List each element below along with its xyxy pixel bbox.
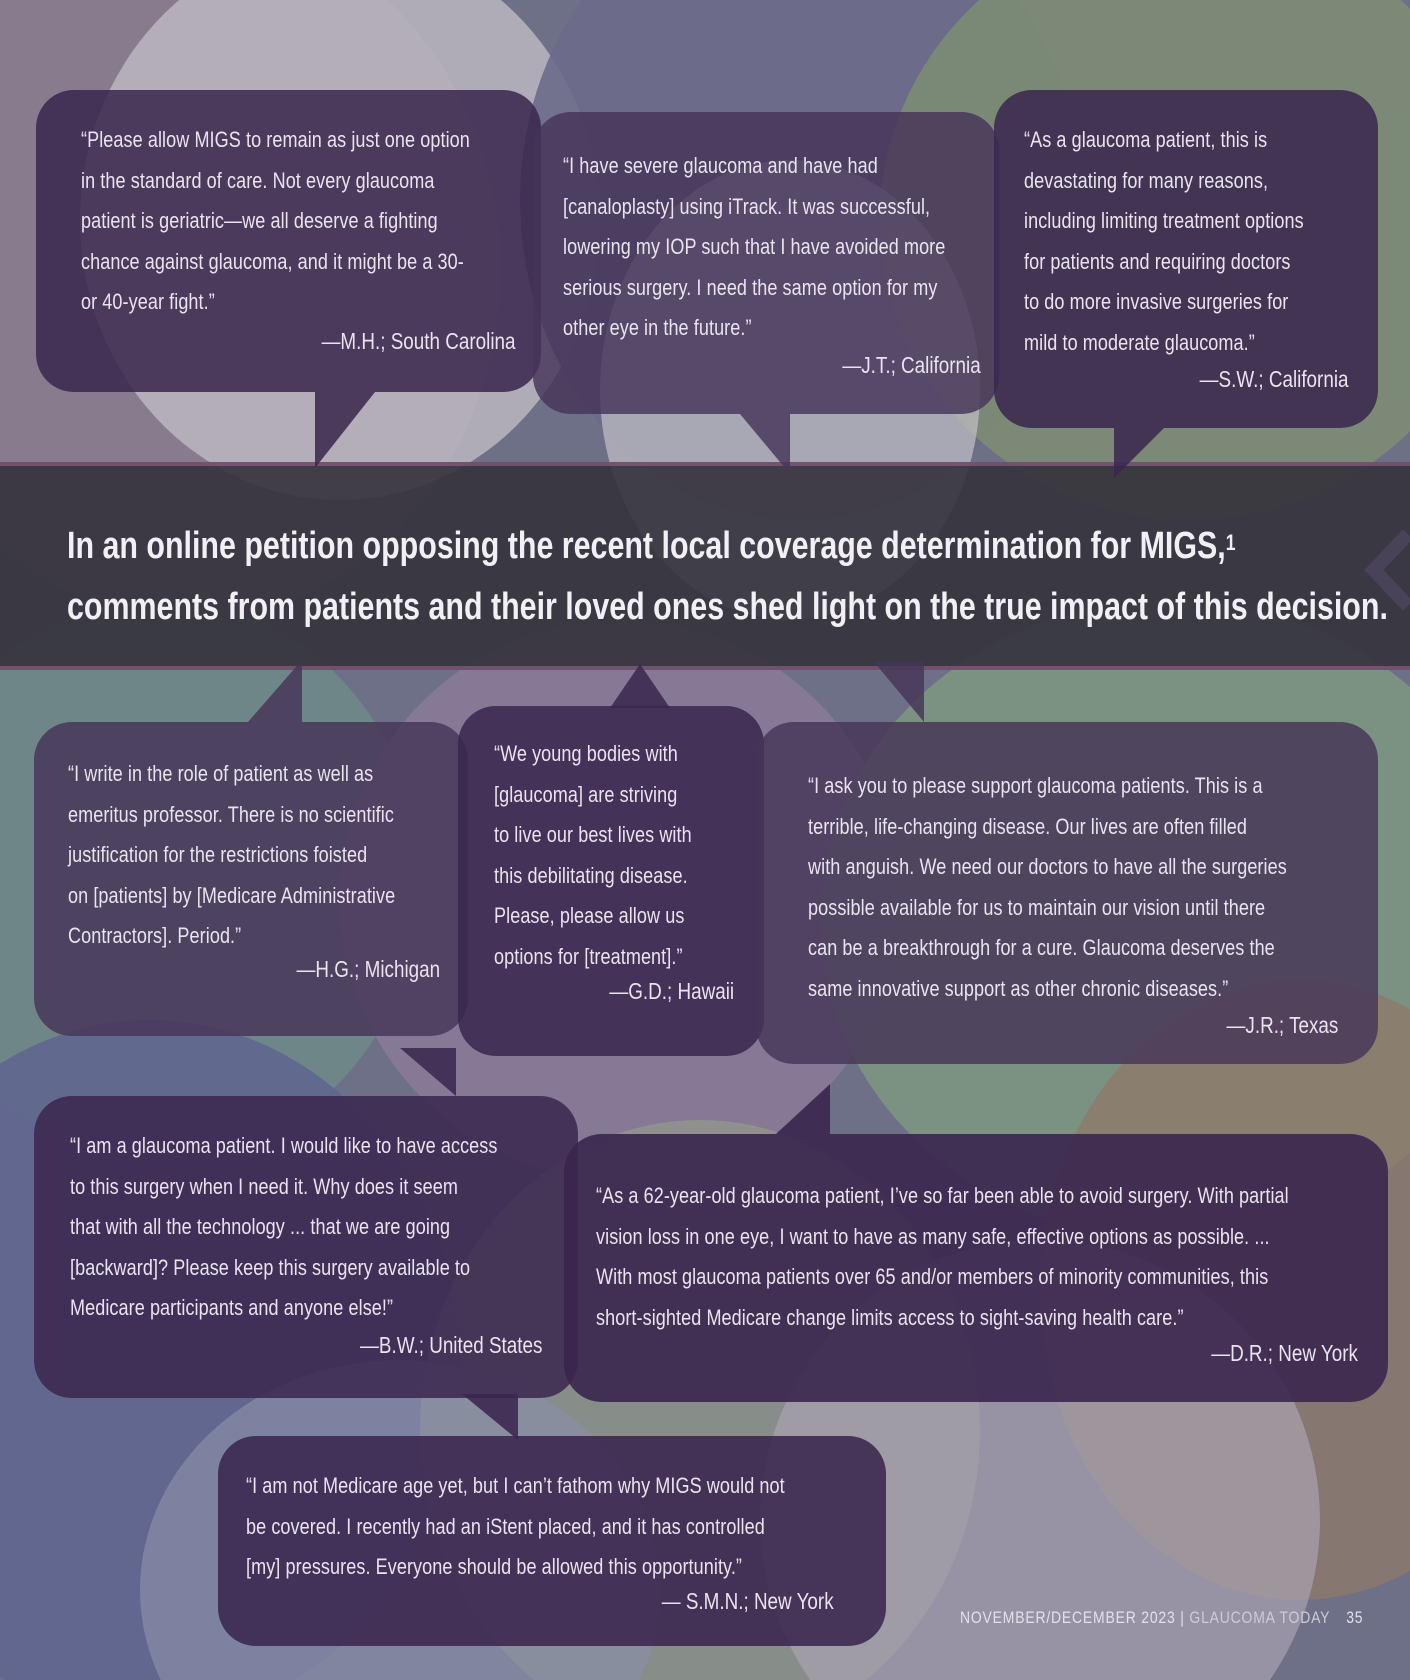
testimonial-bubble	[994, 90, 1378, 428]
testimonial-quote: “I ask you to please support glaucoma patients. This is a terrible, life-changing disease. Our lives are often filled with anguish. We need our doctors to have all the surgeries possible available for us to maintain our vision until there can be a breakthrough for a cure. Glaucoma deserves the same innovative support as other chronic diseases.”	[808, 773, 1287, 1001]
testimonial-quote: “I have severe glaucoma and have had [canaloplasty] using iTrack. It was successful, lowering my IOP such that I have avoided more serious surgery. I need the same option for my other eye in the future.”	[563, 153, 946, 340]
testimonial-bubble	[533, 112, 999, 414]
speech-tail	[462, 1394, 518, 1440]
page-footer	[960, 1608, 1363, 1628]
speech-tail	[874, 662, 924, 722]
testimonial-attribution: —S.W.; California	[1199, 366, 1348, 392]
page-number: 35	[1346, 1608, 1364, 1627]
testimonial-bubble	[458, 706, 764, 1056]
testimonial-quote: “As a 62-year-old glaucoma patient, I’ve so far been able to avoid surgery. With partial vision loss in one eye, I want to have as many safe, effective options as possible. ... With most glaucoma patients over 65 and/or members of minority communities, this short-sighted Medicare change limits access to sight-saving health care.”	[596, 1183, 1289, 1330]
testimonial-attribution: —M.H.; South Carolina	[321, 328, 515, 354]
testimonial-quote: “I am a glaucoma patient. I would like to have access to this surgery when I need it. Why does it seem that with all the technology ... that we are going [backward]? Please keep this surgery available to Medicare participants and anyone else!”	[70, 1133, 498, 1320]
testimonial-bubble	[218, 1436, 886, 1646]
issue-date: NOVEMBER/DECEMBER 2023	[960, 1608, 1176, 1627]
testimonial-bubble	[36, 90, 541, 392]
testimonial-quote: “I am not Medicare age yet, but I can’t fathom why MIGS would not be covered. I recently had an iStent placed, and it has controlled [my] pressures. Everyone should be allowed this opportunity.”	[246, 1473, 785, 1579]
testimonial-quote: “As a glaucoma patient, this is devastating for many reasons, including limiting treatment options for patients and requiring doctors to do more invasive surgeries for mild to moderate glaucoma.”	[1024, 127, 1304, 355]
publication-name: GLAUCOMA TODAY	[1189, 1608, 1331, 1627]
footer-separator: |	[1180, 1608, 1185, 1627]
chevron-left-icon	[1364, 530, 1410, 610]
testimonial-attribution: — S.M.N.; New York	[662, 1588, 834, 1614]
testimonial-attribution: —B.W.; United States	[359, 1332, 542, 1358]
testimonial-quote: “I write in the role of patient as well as emeritus professor. There is no scientific justification for the restrictions foisted on [patients] by [Medicare Administrative Contractors]. Period.”	[68, 761, 396, 948]
headline-text: In an online petition opposing the recent local coverage determination for MIGS,$^1$ comments from patients and their loved ones shed light on the true impact of this decision.	[67, 525, 1388, 628]
testimonial-attribution: —G.D.; Hawaii	[609, 978, 734, 1004]
headline-banner	[0, 462, 1410, 670]
testimonial-bubble	[34, 1096, 578, 1398]
testimonial-bubble	[756, 722, 1378, 1064]
speech-tail	[248, 660, 302, 722]
testimonial-quote: “Please allow MIGS to remain as just one option in the standard of care. Not every glaucoma patient is geriatric—we all deserve a fighting chance against glaucoma, and it might be a 30- or 40-year fight.”	[81, 127, 470, 314]
testimonial-attribution: —H.G.; Michigan	[296, 956, 440, 982]
speech-tail	[610, 664, 670, 708]
speech-tail	[1114, 428, 1164, 478]
speech-tail	[315, 392, 375, 468]
speech-tail	[776, 1084, 830, 1134]
testimonial-bubble	[564, 1134, 1388, 1402]
footnote-marker: 1	[1225, 530, 1236, 555]
testimonial-attribution: —J.R.; Texas	[1226, 1012, 1338, 1038]
testimonial-bubble	[34, 722, 468, 1036]
speech-tail	[400, 1048, 456, 1096]
testimonial-attribution: —D.R.; New York	[1211, 1340, 1358, 1366]
speech-tail	[740, 414, 790, 474]
testimonial-attribution: —J.T.; California	[842, 352, 981, 378]
testimonial-quote: “We young bodies with [glaucoma] are striving to live our best lives with this debilitating disease. Please, please allow us options for [treatment].”	[494, 741, 692, 969]
